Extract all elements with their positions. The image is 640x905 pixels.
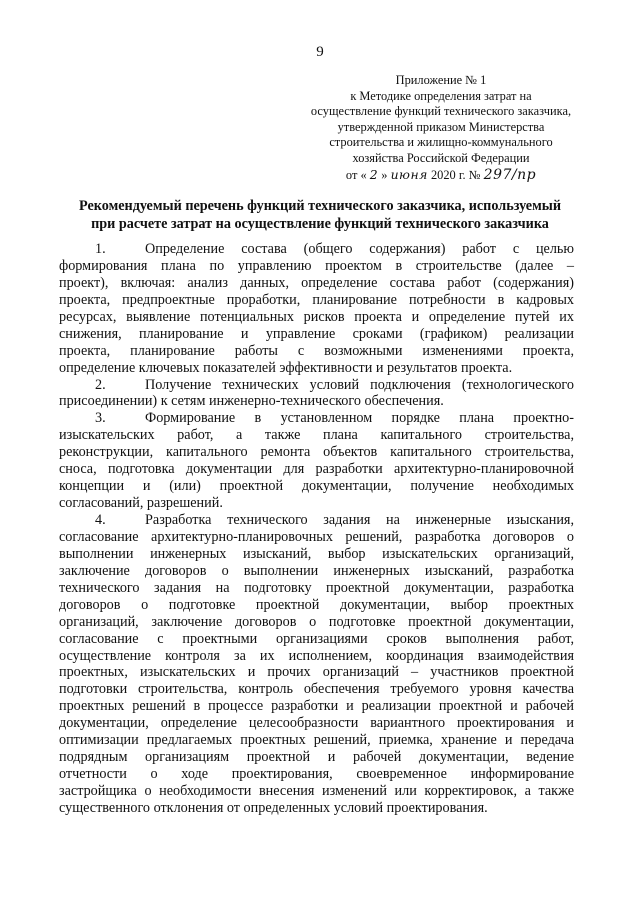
paragraph-line: документации, определение целесообразности вариантного проектирования и xyxy=(59,715,574,732)
paragraph-line: заключение договоров о выполнении инженерных изысканий, разработка xyxy=(59,562,574,579)
paragraph-line: существенного отклонения от определенных условий проектирования. xyxy=(59,799,488,816)
paragraph-line: изыскательских работ, а также плана капитального строительства, xyxy=(59,427,574,444)
date-month-handwritten: июня xyxy=(390,166,428,182)
paragraph-line: согласование архитектурно-планировочных решений, разработка договоров о xyxy=(59,528,574,545)
date-day-handwritten: 2 xyxy=(369,166,379,182)
date-year: 2020 г. № xyxy=(430,167,481,182)
annex-line-2: осуществление функций технического заказчика, xyxy=(310,104,572,119)
paragraph-line: оптимизации предлагаемых проектных решений, приемка, хранение и передача xyxy=(59,732,574,749)
date-prefix: от « xyxy=(345,167,367,182)
paragraph-line: формирования плана по управлению проектом в строительстве (далее – xyxy=(59,257,574,274)
paragraph-1 xyxy=(59,241,574,377)
annex-block xyxy=(290,73,592,183)
paragraph-line: организаций, заключение договоров о подготовке проектной документации, xyxy=(59,613,574,630)
heading-line-1: Рекомендуемый перечень функций технического заказчика, используемый xyxy=(79,198,561,214)
paragraph-line: присоединении) к сетям инженерно-технического обеспечения. xyxy=(59,393,444,410)
paragraph-line: технического задания на подготовку проектной документации, разработка xyxy=(59,579,574,596)
paragraph-line: подготовки строительства, контроль обеспечения требуемого уровня качества xyxy=(59,681,574,698)
paragraph-number: 4. xyxy=(95,512,106,528)
paragraph-line: проекта, планирование работы с возможными изменениями проекта, xyxy=(59,342,574,359)
paragraph-line: осуществление контроля за их исполнением, координация взаимодействия xyxy=(59,647,574,664)
paragraph-text: Разработка технического задания на инженерные изыскания, xyxy=(145,512,574,528)
order-number-handwritten: 297/пр xyxy=(483,166,537,183)
paragraph-line: застройщика о необходимости внесения изменений или корректировок, а также xyxy=(59,783,574,799)
paragraph-line: отчетности о ходе проектирования, своевременное информирование xyxy=(59,766,574,783)
paragraph-text: Получение технических условий подключения (технологического xyxy=(145,376,574,393)
paragraph-text: Определение состава (общего содержания) работ с целью xyxy=(145,241,574,257)
paragraph-line: снижения, планирование и управление сроками (графиком) реализации xyxy=(59,325,574,342)
paragraph-line: определение ключевых показателей эффективности и результатов проекта. xyxy=(59,359,513,376)
heading-line-2: при расчете затрат на осуществление функций технического заказчика xyxy=(91,216,549,232)
annex-title: Приложение № 1 xyxy=(395,73,487,87)
paragraph-3 xyxy=(59,410,574,512)
page-number: 9 xyxy=(316,44,324,60)
paragraph-line: сноса, подготовка документации для разработки архитектурно-планировочной xyxy=(59,461,574,478)
annex-line-1: к Методике определения затрат на xyxy=(350,88,532,103)
document-heading xyxy=(60,197,580,233)
paragraph-line: согласование с проектными организациями сроков выполнения работ, xyxy=(59,630,574,647)
paragraph-line: проект), включая: анализ данных, определение состава работ (содержания) xyxy=(59,274,574,291)
paragraph-4 xyxy=(59,512,574,817)
annex-line-3: утвержденной приказом Министерства xyxy=(337,119,545,134)
paragraph-line: концепции и (или) проектной документации, получение необходимых xyxy=(59,478,574,495)
paragraph-line xyxy=(59,512,574,529)
paragraph-number: 1. xyxy=(95,241,106,257)
paragraph-line: подрядным организациям проектной и рабочей документации, ведение xyxy=(59,749,574,766)
paragraph-line xyxy=(59,377,574,394)
paragraph-number: 2. xyxy=(95,376,106,393)
annex-date-line xyxy=(290,167,592,184)
paragraph-text: Формирование в установленном порядке плана проектно- xyxy=(145,410,574,427)
paragraph-line: проектных решений в процессе разработки и реализации проектной и рабочей xyxy=(59,698,574,715)
paragraph-line xyxy=(59,241,574,258)
paragraph-line: согласований, разрешений. xyxy=(59,495,223,512)
paragraph-line: реконструкции, капитального ремонта объектов капитального строительства, xyxy=(59,444,574,461)
paragraph-line: проекта, предпроектные проработки, планирование потребности в кадровых xyxy=(59,291,574,308)
date-separator: » xyxy=(381,167,388,182)
paragraph-line xyxy=(59,410,574,427)
paragraph-line: выполнении инженерных изысканий, выбор изыскательских организаций, xyxy=(59,545,574,562)
document-body xyxy=(59,241,574,817)
paragraph-2 xyxy=(59,377,574,411)
paragraph-line: договоров о подготовке проектной документации, выбор проектных xyxy=(59,596,574,613)
paragraph-line: ресурсах, выявление потенциальных рисков проекта и определение путей их xyxy=(59,308,574,325)
annex-line-5: хозяйства Российской Федерации xyxy=(352,150,530,165)
paragraph-line: проектных, изыскательских и прочих организаций – участников проектной xyxy=(59,664,574,681)
annex-line-4: строительства и жилищно-коммунального xyxy=(329,135,553,150)
paragraph-number: 3. xyxy=(95,410,106,427)
